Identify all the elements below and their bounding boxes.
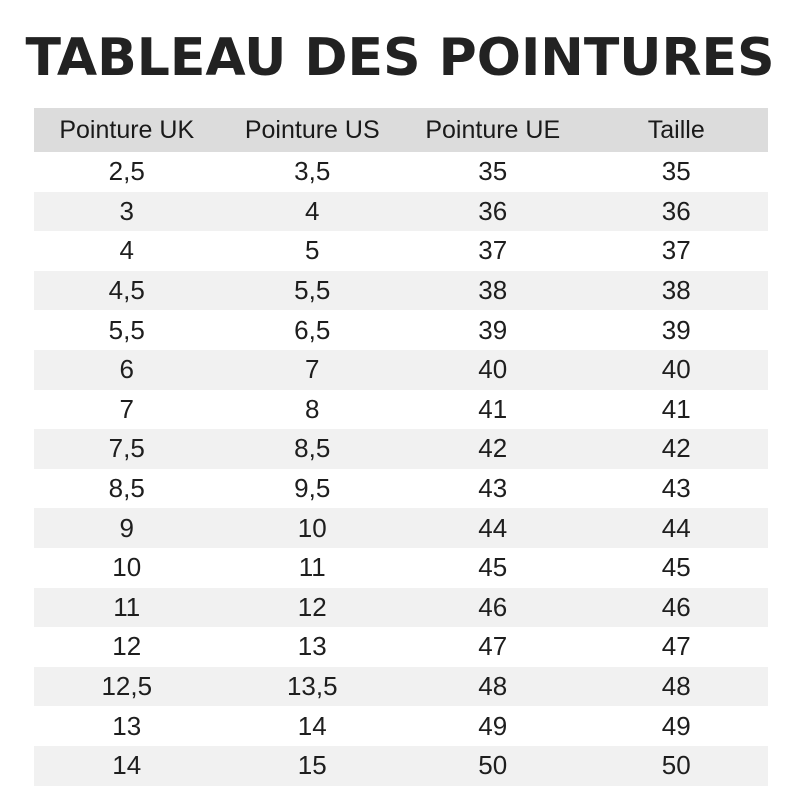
cell-pointure-us: 7 [305,354,320,385]
cell-pointure-uk: 11 [113,591,141,622]
header-pointure-us: Pointure US [244,115,380,144]
cell-pointure-ue: 35 [478,156,508,187]
cell-pointure-ue: 37 [478,235,508,266]
table-row [34,508,768,548]
cell-pointure-uk: 7,5 [108,433,145,464]
cell-pointure-ue: 40 [478,354,508,385]
cell-pointure-uk: 9 [119,512,134,543]
cell-taille: 41 [661,393,691,424]
table-row [34,429,768,469]
header-pointure-ue: Pointure UE [425,115,561,144]
table-row [34,350,768,390]
size-table [34,108,768,786]
cell-pointure-ue: 43 [478,473,508,504]
table-row [34,548,768,588]
cell-taille: 48 [661,671,691,702]
cell-pointure-ue: 47 [478,631,508,662]
cell-pointure-ue: 48 [478,671,508,702]
cell-taille: 35 [661,156,691,187]
cell-pointure-us: 15 [297,750,327,781]
cell-pointure-uk: 8,5 [108,473,145,504]
cell-pointure-us: 13,5 [286,671,338,702]
cell-pointure-ue: 38 [478,275,508,306]
table-header-row [34,108,768,152]
cell-pointure-us: 11 [298,552,326,583]
cell-taille: 47 [661,631,691,662]
cell-pointure-uk: 10 [112,552,142,583]
cell-pointure-us: 8,5 [294,433,331,464]
cell-pointure-us: 4 [305,195,320,226]
cell-pointure-uk: 12 [112,631,142,662]
cell-pointure-ue: 44 [478,512,508,543]
cell-taille: 37 [661,235,691,266]
table-row [34,271,768,311]
cell-taille: 44 [661,512,691,543]
cell-taille: 42 [661,433,691,464]
cell-pointure-us: 8 [305,393,320,424]
table-row [34,469,768,509]
cell-pointure-uk: 6 [119,354,134,385]
cell-pointure-us: 6,5 [294,314,331,345]
header-taille: Taille [647,115,705,144]
page-title: TABLEAU DES POINTURES [25,28,775,88]
cell-pointure-ue: 42 [478,433,508,464]
table-row [34,667,768,707]
cell-pointure-us: 13 [297,631,327,662]
cell-pointure-uk: 4 [119,235,134,266]
cell-pointure-ue: 50 [478,750,508,781]
cell-pointure-uk: 7 [119,393,134,424]
cell-pointure-us: 5,5 [294,275,331,306]
cell-taille: 43 [661,473,691,504]
cell-pointure-uk: 3 [119,195,134,226]
cell-pointure-us: 3,5 [294,156,331,187]
cell-taille: 50 [661,750,691,781]
table-row [34,231,768,271]
cell-pointure-ue: 41 [478,393,508,424]
table-row [34,627,768,667]
cell-pointure-uk: 14 [112,750,142,781]
cell-pointure-uk: 13 [112,710,142,741]
cell-taille: 49 [661,710,691,741]
cell-pointure-ue: 46 [478,591,508,622]
cell-pointure-ue: 36 [478,195,508,226]
cell-pointure-ue: 49 [478,710,508,741]
cell-pointure-us: 5 [305,235,320,266]
table-body [34,152,768,786]
table-row [34,192,768,232]
table-row [34,310,768,350]
cell-taille: 45 [661,552,691,583]
table-row [34,706,768,746]
cell-pointure-uk: 2,5 [108,156,145,187]
header-pointure-uk: Pointure UK [59,115,195,144]
table-row [34,152,768,192]
table-row [34,390,768,430]
cell-taille: 40 [661,354,691,385]
cell-pointure-us: 12 [297,591,327,622]
cell-pointure-ue: 39 [478,314,508,345]
table-row [34,746,768,786]
cell-pointure-us: 14 [297,710,327,741]
cell-pointure-ue: 45 [478,552,508,583]
cell-pointure-us: 10 [297,512,327,543]
cell-taille: 46 [661,591,691,622]
cell-taille: 39 [661,314,691,345]
cell-pointure-uk: 4,5 [108,275,145,306]
cell-pointure-uk: 12,5 [101,671,153,702]
cell-pointure-us: 9,5 [294,473,331,504]
cell-pointure-uk: 5,5 [108,314,145,345]
cell-taille: 38 [661,275,691,306]
cell-taille: 36 [661,195,691,226]
table-row [34,588,768,628]
